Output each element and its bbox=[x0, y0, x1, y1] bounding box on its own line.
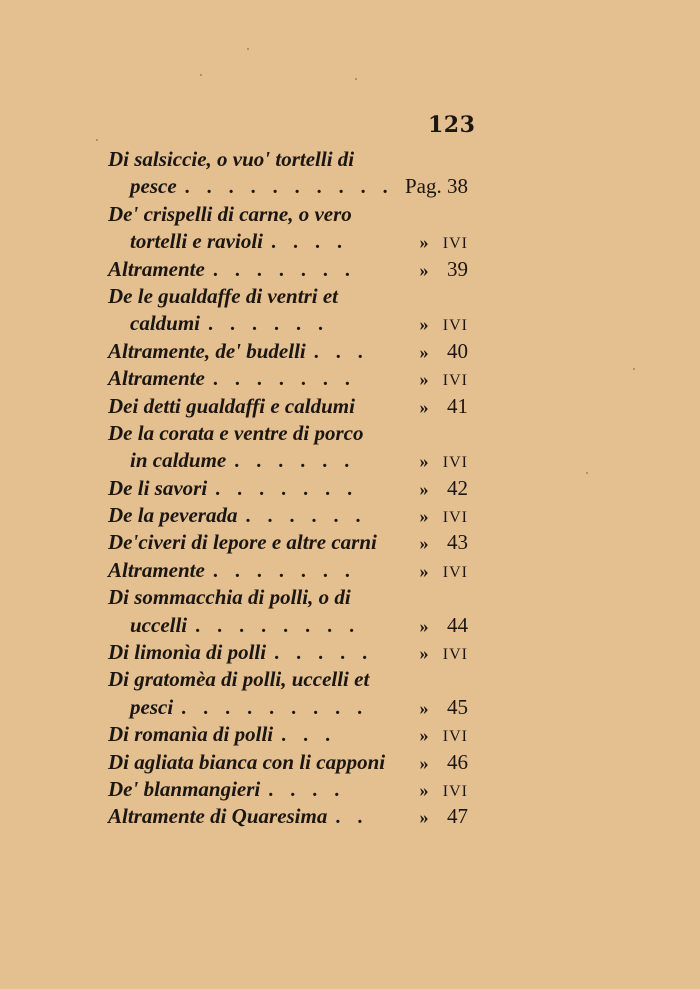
toc-entry bbox=[108, 721, 468, 748]
toc-entry-title: Di agliata bianca con li capponi bbox=[108, 749, 386, 774]
toc-entry-line bbox=[108, 283, 468, 310]
page-number-ref: 46 bbox=[447, 749, 468, 774]
toc-entry bbox=[108, 529, 468, 556]
toc-entry-line bbox=[108, 584, 468, 611]
ditto-marker: » bbox=[419, 697, 429, 718]
toc-leader-dots: . . . . . . . . . bbox=[181, 696, 369, 719]
toc-entry bbox=[108, 283, 468, 338]
ditto-marker: » bbox=[419, 259, 429, 280]
toc-leader-dots: . . . . . . bbox=[208, 313, 330, 336]
toc-leader-dots: . . . . . bbox=[274, 642, 374, 665]
ditto-marker: » bbox=[419, 615, 429, 636]
toc-entry-title: De'civeri di lepore e altre carni bbox=[108, 530, 377, 555]
ditto-marker: » bbox=[419, 643, 429, 664]
paper-speck bbox=[247, 48, 249, 50]
toc-entry-line bbox=[108, 557, 468, 584]
ditto-marker: » bbox=[419, 506, 429, 527]
ditto-marker: » bbox=[419, 396, 429, 417]
page-number-ref: IVI bbox=[442, 782, 468, 800]
toc-entry-title: De' blanmangieri bbox=[108, 776, 261, 801]
toc-page-reference bbox=[410, 749, 468, 777]
toc-entry-title: De li savori bbox=[108, 475, 208, 500]
paper-speck bbox=[586, 472, 588, 474]
toc-entry-title: Altramente bbox=[108, 256, 205, 281]
toc-page-reference bbox=[410, 502, 468, 531]
toc-entry bbox=[108, 146, 468, 201]
toc-page-reference bbox=[405, 173, 468, 200]
toc-entry-line bbox=[108, 666, 468, 693]
toc-leader-dots: . . . . . . . bbox=[212, 368, 356, 391]
ditto-marker: » bbox=[419, 779, 429, 800]
toc-entry-line bbox=[108, 146, 468, 173]
toc-page-reference bbox=[410, 256, 468, 284]
toc-entry bbox=[108, 201, 468, 256]
toc-entry bbox=[108, 776, 468, 803]
ditto-marker: » bbox=[419, 478, 429, 499]
page-number-ref: Pag. 38 bbox=[405, 174, 468, 199]
paper-speck bbox=[96, 139, 98, 141]
toc-entry-line bbox=[108, 201, 468, 228]
toc-page-reference bbox=[410, 365, 468, 394]
ditto-marker: » bbox=[419, 451, 429, 472]
toc-leader-dots: . . . . . . . . bbox=[195, 614, 361, 637]
toc-entry-continuation-line bbox=[108, 447, 468, 474]
ditto-marker: » bbox=[419, 341, 429, 362]
toc-entry-title: tortelli e ravioli bbox=[130, 229, 263, 254]
toc-entry bbox=[108, 666, 468, 721]
toc-page-reference bbox=[410, 803, 468, 831]
page-number-ref: IVI bbox=[442, 372, 468, 390]
toc-entry-title: Di romanìa di polli bbox=[108, 722, 274, 747]
toc-leader-dots: . . . . . . bbox=[234, 450, 356, 473]
toc-entry-title: pesce bbox=[130, 174, 177, 199]
page-number-ref: 45 bbox=[447, 694, 468, 719]
toc-entry-title: uccelli bbox=[130, 612, 188, 637]
toc-entry-title: Dei detti gualdaffi e caldumi bbox=[108, 393, 355, 418]
toc-entry-title: Di gratomèa di polli, uccelli et bbox=[108, 667, 370, 692]
toc-leader-dots: . . . . . . . bbox=[212, 258, 356, 281]
page-number-ref: IVI bbox=[442, 235, 468, 253]
toc-entry-line bbox=[108, 639, 468, 666]
toc-entry-title: Altramente bbox=[108, 557, 205, 582]
toc-entry bbox=[108, 639, 468, 666]
toc-page-reference bbox=[410, 776, 468, 805]
toc-entry-line bbox=[108, 365, 468, 392]
toc-entry-title: pesci bbox=[130, 694, 174, 719]
toc-leader-dots: . . . . bbox=[268, 778, 346, 801]
toc-leader-dots: . . . bbox=[313, 340, 369, 363]
ditto-marker: » bbox=[419, 533, 429, 554]
toc-entry-title: Altramente di Quaresima bbox=[108, 804, 328, 829]
toc-entry bbox=[108, 256, 468, 283]
toc-entry-title: De la peverada bbox=[108, 503, 238, 528]
toc-entry-line bbox=[108, 803, 468, 830]
toc-entry-line bbox=[108, 338, 468, 365]
toc-entry-continuation-line bbox=[108, 612, 468, 639]
toc-entry bbox=[108, 584, 468, 639]
toc-page-reference bbox=[410, 310, 468, 339]
toc-entry-line bbox=[108, 256, 468, 283]
toc-entry bbox=[108, 557, 468, 584]
toc-entry-title: Altramente, de' budelli bbox=[108, 338, 306, 363]
toc-leader-dots: . . bbox=[335, 806, 369, 829]
toc-leader-dots: . . . . . . . . . . bbox=[184, 176, 394, 199]
toc-entry-line bbox=[108, 475, 468, 502]
toc-entry-line bbox=[108, 721, 468, 748]
page-number-ref: IVI bbox=[442, 317, 468, 335]
toc-page-reference bbox=[410, 447, 468, 476]
toc-entry-line bbox=[108, 502, 468, 529]
table-of-contents bbox=[108, 146, 468, 831]
toc-entry bbox=[108, 420, 468, 475]
toc-page-reference bbox=[410, 475, 468, 503]
toc-entry-title: De' crispelli di carne, o vero bbox=[108, 201, 352, 226]
toc-leader-dots: . . . . . . bbox=[245, 505, 367, 528]
page-number-ref: 47 bbox=[447, 804, 468, 829]
toc-entry bbox=[108, 393, 468, 420]
toc-entry bbox=[108, 475, 468, 502]
page-number-ref: 43 bbox=[447, 530, 468, 555]
toc-entry-line bbox=[108, 529, 468, 556]
paper-speck bbox=[200, 74, 202, 76]
ditto-marker: » bbox=[419, 314, 429, 335]
page-number-ref: IVI bbox=[442, 728, 468, 746]
page-number: 123 bbox=[428, 112, 476, 138]
toc-page-reference bbox=[410, 529, 468, 557]
toc-page-reference bbox=[410, 612, 468, 640]
toc-entry-continuation-line bbox=[108, 173, 468, 200]
toc-leader-dots: . . . . . . . bbox=[212, 559, 356, 582]
page-number-ref: 44 bbox=[447, 612, 468, 637]
toc-entry-continuation-line bbox=[108, 228, 468, 255]
toc-entry-title: Di sommacchia di polli, o di bbox=[108, 585, 351, 610]
page-number-ref: IVI bbox=[442, 563, 468, 581]
toc-entry-title: caldumi bbox=[130, 311, 201, 336]
toc-entry-title: in caldume bbox=[130, 448, 227, 473]
toc-entry bbox=[108, 803, 468, 830]
toc-entry-line bbox=[108, 393, 468, 420]
ditto-marker: » bbox=[419, 232, 429, 253]
paper-speck bbox=[633, 368, 635, 370]
toc-page-reference bbox=[410, 228, 468, 257]
page-number-ref: 40 bbox=[447, 338, 468, 363]
toc-entry bbox=[108, 502, 468, 529]
toc-leader-dots: . . . . . . . bbox=[215, 477, 359, 500]
page-number-ref: 42 bbox=[447, 475, 468, 500]
toc-entry-title: De la corata e ventre di porco bbox=[108, 420, 364, 445]
toc-entry-line bbox=[108, 420, 468, 447]
ditto-marker: » bbox=[419, 807, 429, 828]
toc-entry-continuation-line bbox=[108, 694, 468, 721]
page-number-ref: IVI bbox=[442, 454, 468, 472]
toc-entry-title: Di limonìa di polli bbox=[108, 640, 267, 665]
toc-entry-line bbox=[108, 776, 468, 803]
toc-leader-dots: . . . . bbox=[270, 231, 348, 254]
toc-page-reference bbox=[410, 721, 468, 750]
toc-page-reference bbox=[410, 639, 468, 668]
toc-page-reference bbox=[410, 393, 468, 421]
toc-leader-dots: . . . bbox=[281, 724, 337, 747]
toc-entry bbox=[108, 338, 468, 365]
toc-entry-line bbox=[108, 749, 468, 776]
toc-entry bbox=[108, 749, 468, 776]
ditto-marker: » bbox=[419, 369, 429, 390]
page-number-ref: 39 bbox=[447, 256, 468, 281]
ditto-marker: » bbox=[419, 725, 429, 746]
page-number-ref: IVI bbox=[442, 509, 468, 527]
paper-speck bbox=[355, 78, 357, 80]
toc-entry-continuation-line bbox=[108, 310, 468, 337]
page-number-ref: 41 bbox=[447, 393, 468, 418]
toc-page-reference bbox=[410, 694, 468, 722]
toc-page-reference bbox=[410, 338, 468, 366]
toc-page-reference bbox=[410, 557, 468, 586]
toc-entry-title: Di salsiccie, o vuo' tortelli di bbox=[108, 147, 355, 171]
ditto-marker: » bbox=[419, 560, 429, 581]
ditto-marker: » bbox=[419, 752, 429, 773]
page-number-ref: IVI bbox=[442, 646, 468, 664]
toc-entry-title: Altramente bbox=[108, 366, 205, 391]
toc-entry bbox=[108, 365, 468, 392]
toc-entry-title: De le gualdaffe di ventri et bbox=[108, 283, 338, 308]
